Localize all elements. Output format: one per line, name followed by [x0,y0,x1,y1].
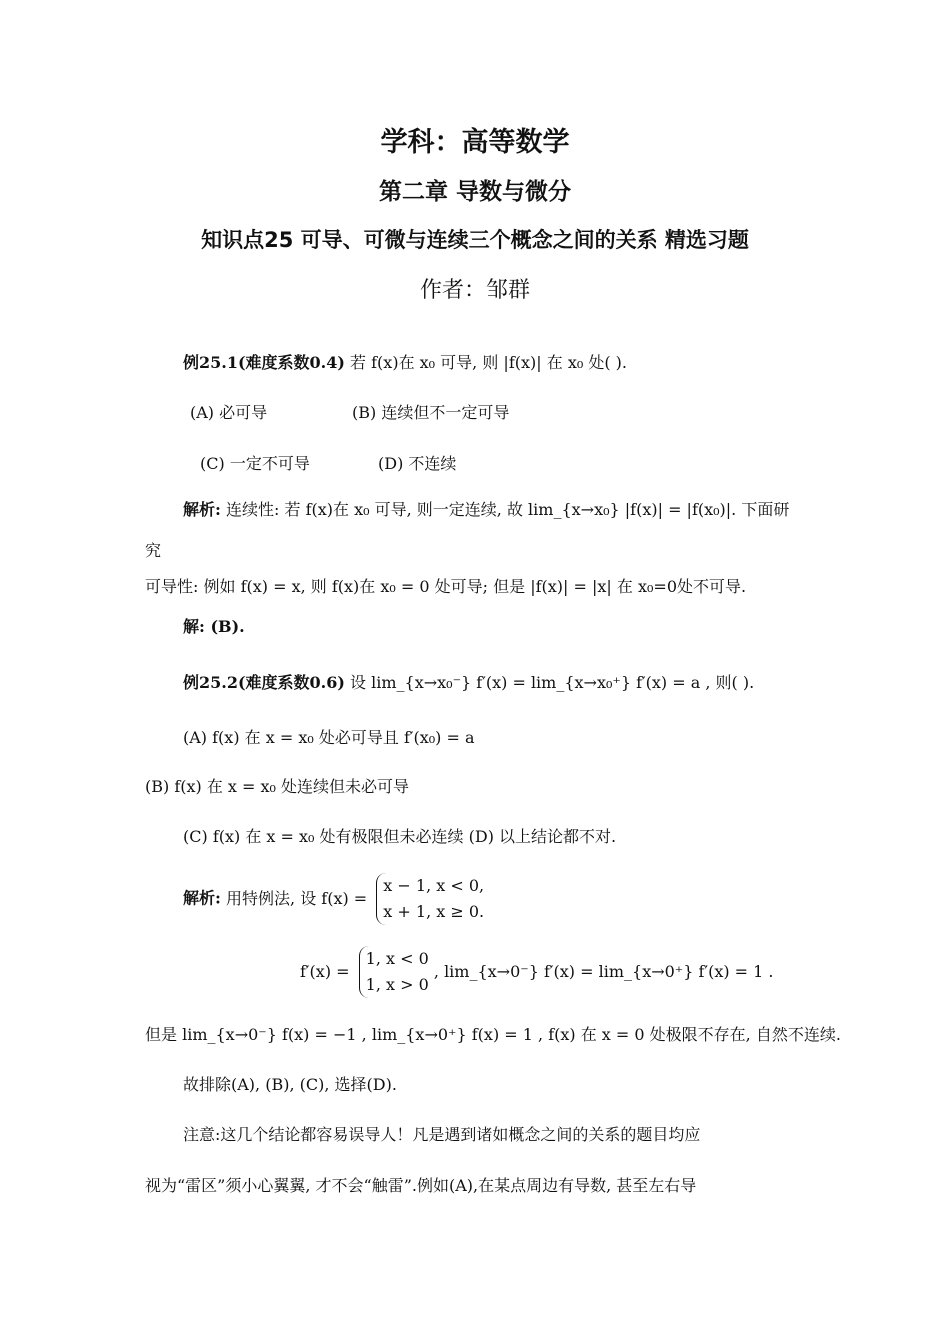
ex2-title: 例25.2(难度系数0.6) [183,673,345,692]
piecewise-derivative [359,946,429,998]
ex2-exclude: 故排除(A), (B), (C), 选择(D). [183,1075,397,1094]
ex2-option-a: (A) f(x) 在 x = x₀ 处必可导且 f′(x₀) = a [183,728,475,747]
ex2-analysis-text: 用特例法, 设 f(x) = [226,889,368,908]
piece-1: x − 1, x < 0, [383,876,485,895]
deriv-lhs: f′(x) = [300,962,350,981]
ex1-analysis-line3: 可导性: 例如 f(x) = x, 则 f(x)在 x₀ = 0 处可导; 但是 |f(x)| = |x| 在 x₀=0处不可导. [145,577,747,596]
note-line-2: 视为“雷区”须小心翼翼, 才不会“触雷”.例如(A),在某点周边有导数, 甚至左右导 [145,1176,697,1195]
chapter-title: 第二章 导数与微分 [378,179,571,205]
ex1-analysis-line1: 连续性: 若 f(x)在 x₀ 可导, 则一定连续, 故 lim_{x→x₀} |f(x)| = |f(x₀)|. 下面研 [226,500,790,519]
ex1-option-c: (C) 一定不可导 [200,454,310,473]
deriv-piece-1: 1, x < 0 [365,949,429,968]
derivative-formula [300,946,774,998]
ex2-option-cd: (C) f(x) 在 x = x₀ 处有极限但未必连续 (D) 以上结论都不对. [183,827,617,846]
ex1-analysis-label: 解析: [183,500,221,519]
piece-2: x + 1, x ≥ 0. [383,902,485,921]
deriv-rhs: , lim_{x→0⁻} f′(x) = lim_{x→0⁺} f′(x) = 1 . [433,962,774,981]
ex2-conclusion: 但是 lim_{x→0⁻} f(x) = −1 , lim_{x→0⁺} f(x) = 1 , f(x) 在 x = 0 处极限不存在, 自然不连续. [145,1025,841,1044]
author-line: 作者：邹群 [419,278,530,303]
ex2-option-b: (B) f(x) 在 x = x₀ 处连续但未必可导 [145,777,410,796]
ex1-title: 例25.1(难度系数0.4) [183,353,345,372]
topic-title: 知识点25 可导、可微与连续三个概念之间的关系 精选习题 [201,228,749,252]
ex1-option-b: (B) 连续但不一定可导 [352,403,510,422]
note-line-1: 注意:这几个结论都容易误导人！凡是遇到诸如概念之间的关系的题目均应 [183,1125,701,1144]
ex2-question-text: 设 lim_{x→x₀⁻} f′(x) = lim_{x→x₀⁺} f′(x) = a , 则( ). [350,673,755,692]
ex1-option-a: (A) 必可导 [190,403,268,422]
ex1-question [183,352,627,374]
ex1-solution: 解: (B). [183,617,245,636]
ex1-option-d: (D) 不连续 [378,454,457,473]
subject-title: 学科：高等数学 [380,127,570,158]
deriv-piece-2: 1, x > 0 [365,975,429,994]
ex1-analysis-line2: 究 [145,541,162,560]
ex2-analysis-label: 解析: [183,888,221,908]
piecewise-f [376,873,484,925]
ex2-analysis [183,873,484,925]
ex2-question [183,672,754,694]
ex1-analysis [183,499,789,521]
ex1-question-text: 若 f(x)在 x₀ 可导, 则 |f(x)| 在 x₀ 处( ). [350,353,627,372]
